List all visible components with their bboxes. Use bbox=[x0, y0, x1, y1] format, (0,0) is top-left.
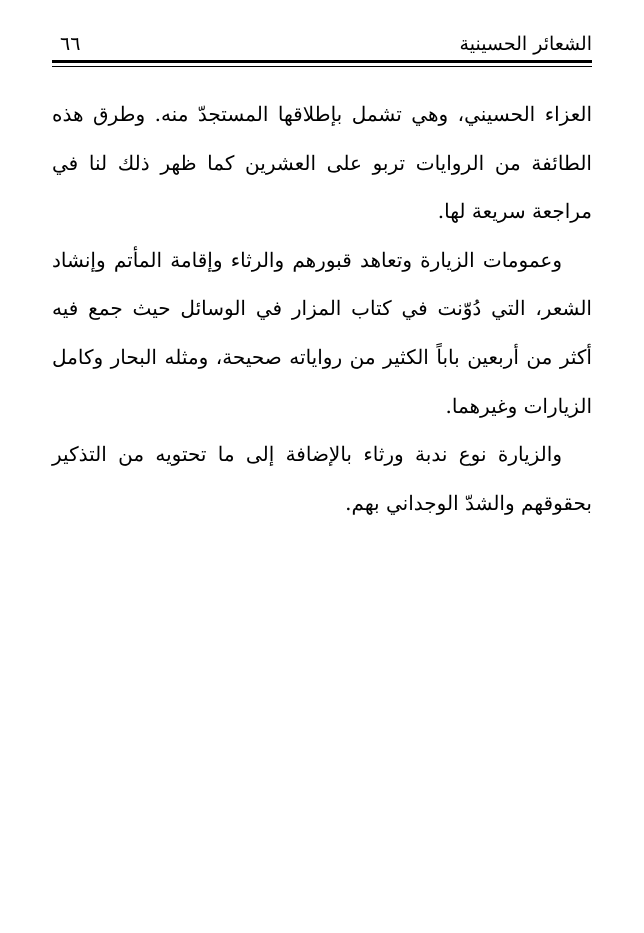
page-number: ٦٦ bbox=[60, 33, 81, 55]
paragraph-3: والزيارة نوع ندبة ورثاء بالإضافة إلى ما تحتويه من التذكير بحقوقهم والشدّ الوجداني بهم. bbox=[52, 442, 592, 515]
paragraph-2: وعمومات الزيارة وتعاهد قبورهم والرثاء وإقامة المأتم وإنشاد الشعر، التي دُوّنت في كتاب المزار في الوسائل حيث جمع فيه أكثر من أربعين باباً الكثير من رواياته صحيحة، ومثله البحار وكامل الزيارات وغيرهما. bbox=[52, 247, 592, 418]
running-header-title: الشعائر الحسينية bbox=[459, 33, 592, 55]
page-body bbox=[52, 90, 592, 527]
header-rule-thin bbox=[52, 66, 592, 67]
running-header bbox=[52, 24, 592, 62]
header-rule-thick bbox=[52, 60, 592, 63]
paragraph-1: العزاء الحسيني، وهي تشمل بإطلاقها المستجدّ منه. وطرق هذه الطائفة من الروايات تربو على العشرين كما ظهر ذلك لنا في مراجعة سريعة لها. bbox=[52, 102, 592, 224]
